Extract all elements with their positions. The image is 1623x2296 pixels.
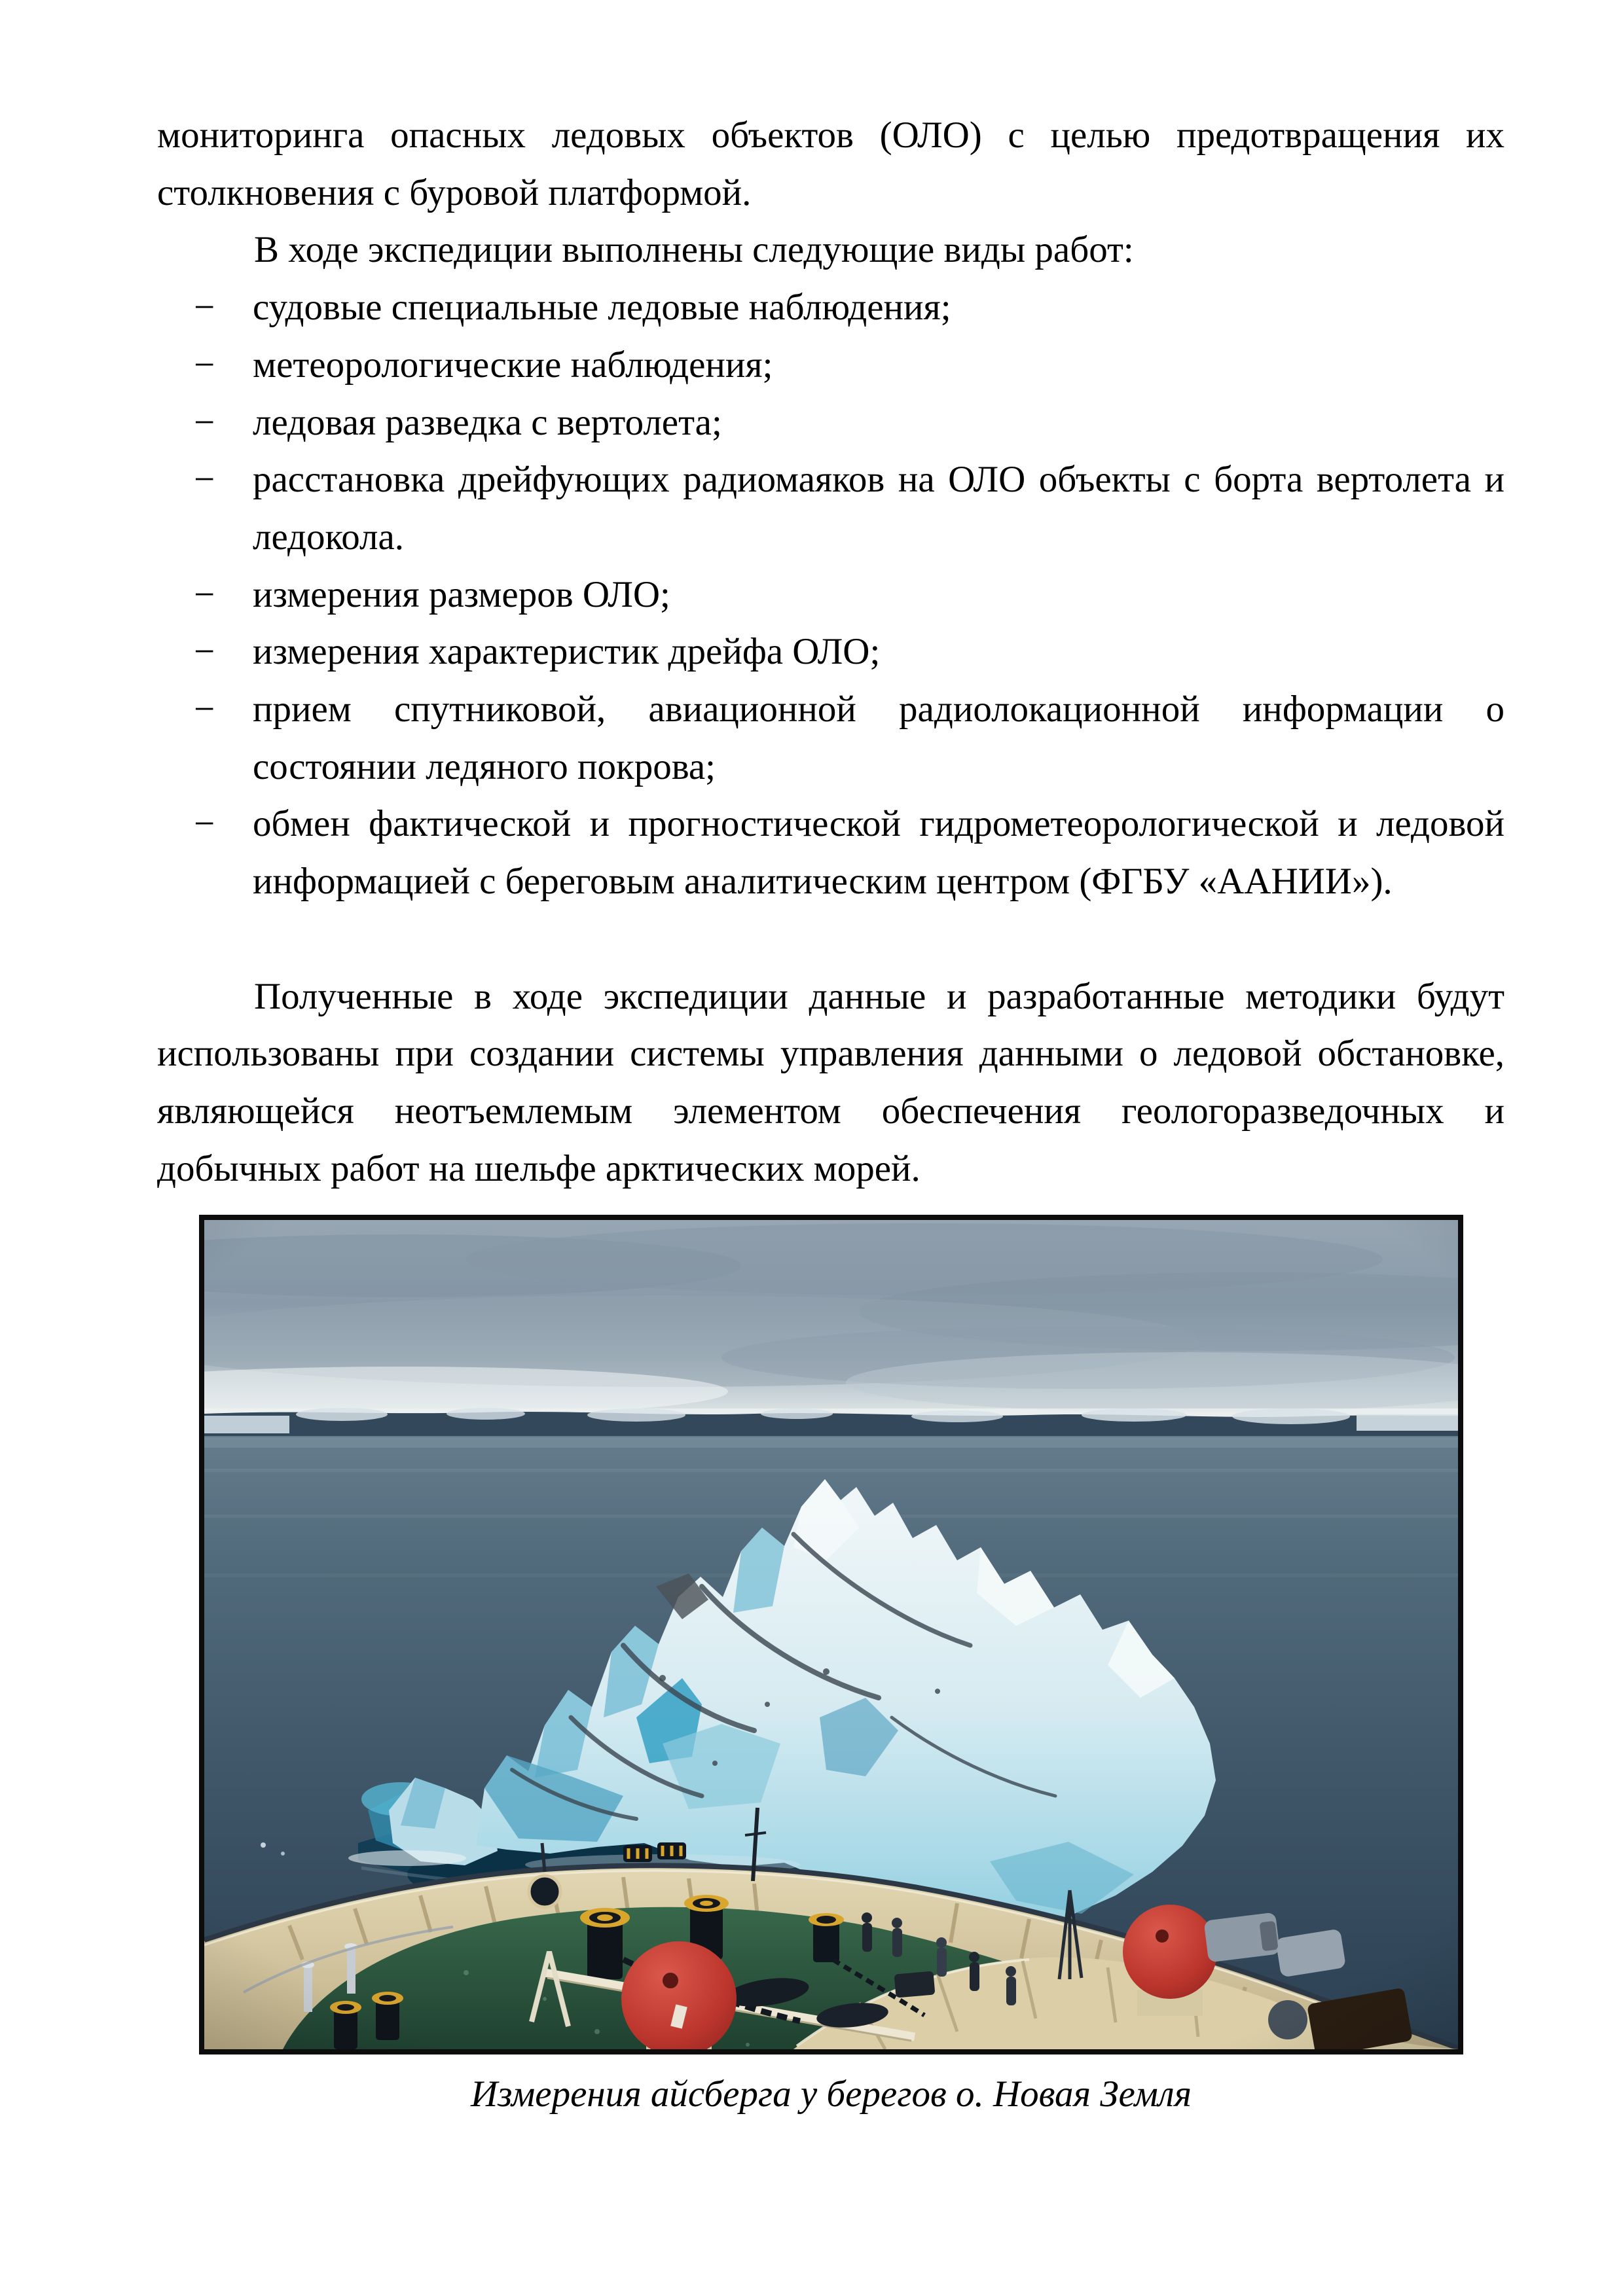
bullet-dash: − xyxy=(194,573,215,615)
list-item xyxy=(157,681,1504,795)
bullet-text: измерения характеристик дрейфа ОЛО; xyxy=(253,631,881,673)
paragraph-continuation: мониторинга опасных ледовых объектов (ОЛО) с целью предотвращения их столкновения с буровой платформой. xyxy=(157,115,1504,213)
bullet-dash: − xyxy=(194,287,215,329)
works-list xyxy=(157,279,1504,910)
iceberg-figure xyxy=(199,1215,1463,2117)
bullet-text: метеорологические наблюдения; xyxy=(253,344,773,386)
bullet-dash: − xyxy=(194,401,215,443)
text-content xyxy=(157,107,1504,2117)
bullet-text: обмен фактической и прогностической гидрометеорологической и ледовой информацией с береговым аналитическим центром (ФГБУ «ААНИИ»). xyxy=(253,803,1504,903)
list-item xyxy=(157,394,1504,452)
iceberg-photo xyxy=(199,1215,1463,2054)
list-item xyxy=(157,336,1504,394)
bullet-dash: − xyxy=(194,344,215,386)
list-item xyxy=(157,451,1504,565)
bullet-text: ледовая разведка с вертолета; xyxy=(253,401,722,443)
figure-caption: Измерения айсберга у берегов о. Новая Земля xyxy=(470,2073,1192,2115)
bullet-dash: − xyxy=(194,631,215,673)
bullet-dash: − xyxy=(194,459,215,501)
bullet-text: судовые специальные ледовые наблюдения; xyxy=(253,287,951,329)
list-item xyxy=(157,795,1504,910)
bullet-text: прием спутниковой, авиационной радиолокационной информации о состоянии ледяного покрова; xyxy=(253,689,1504,787)
bullet-text: расстановка дрейфующих радиомаяков на ОЛО объекты с борта вертолета и ледокола. xyxy=(253,459,1504,558)
list-item xyxy=(157,623,1504,681)
iceberg-photo-art xyxy=(204,1220,1458,2049)
list-item xyxy=(157,279,1504,336)
vignette xyxy=(204,1220,1458,2049)
paragraph-intro: В ходе экспедиции выполнены следующие виды работ: xyxy=(254,229,1134,271)
bullet-text: измерения размеров ОЛО; xyxy=(253,573,670,615)
list-item xyxy=(157,566,1504,624)
bullet-dash: − xyxy=(194,689,215,730)
bullet-dash: − xyxy=(194,803,215,845)
paragraph-closing: Полученные в ходе экспедиции данные и разработанные методики будут использованы при создании системы управления данными о ледовой обстановке, являющейся неотъемлемым элементом обеспечения геологоразведочных и добычных работ на шельфе арктических морей. xyxy=(157,975,1504,1189)
